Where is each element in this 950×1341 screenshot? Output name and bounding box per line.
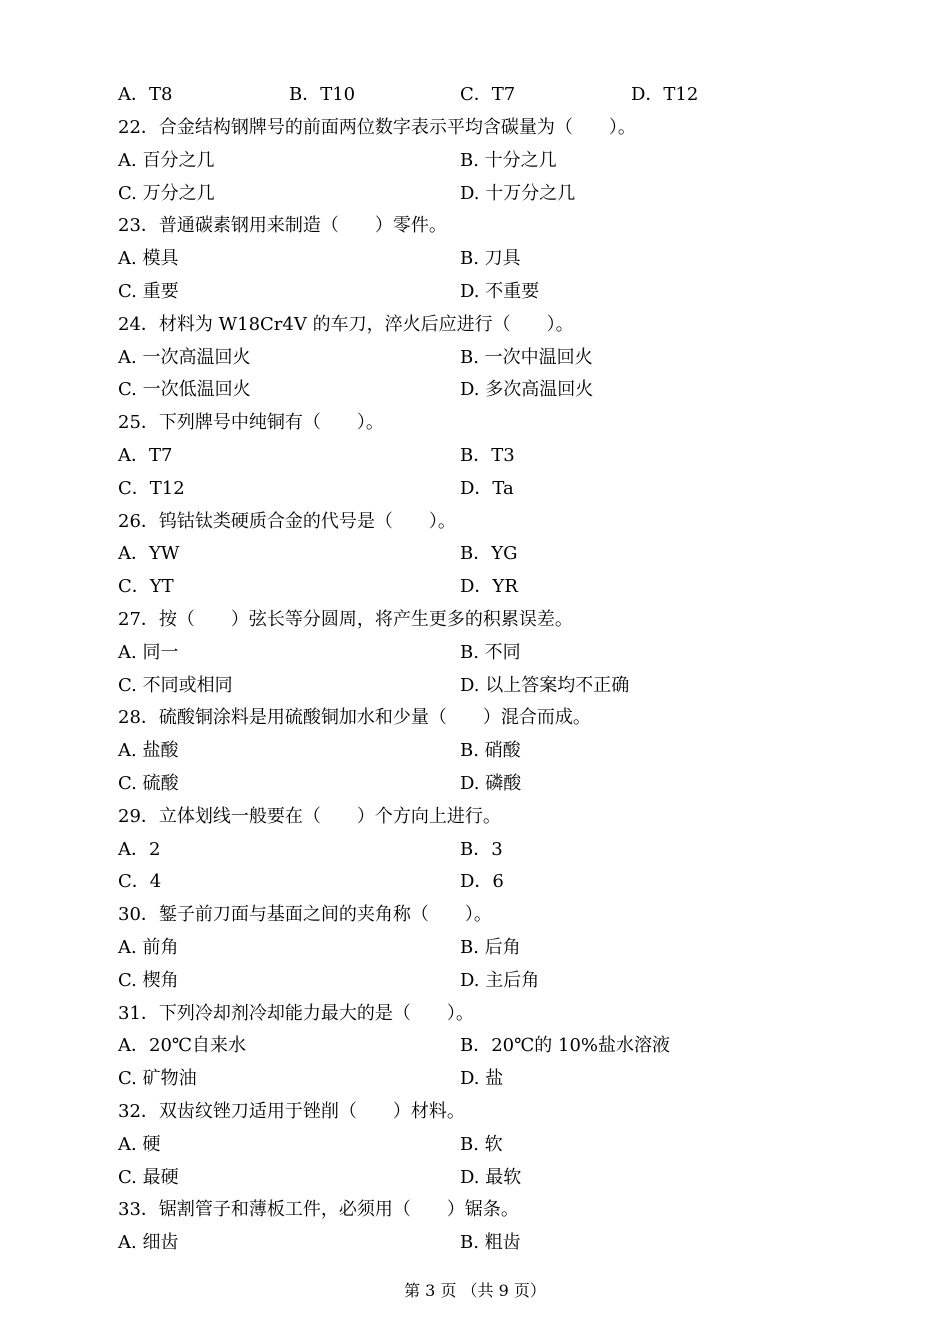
option-a: A．T7 (118, 445, 173, 466)
option-a: A．2 (118, 838, 161, 860)
options-row (118, 247, 798, 271)
option-b: B. 不同 (460, 641, 521, 663)
option-a: A．YW (118, 543, 180, 565)
question-stem: 24．材料为 W18Cr4V 的车刀，淬火后应进行（ ）。 (118, 313, 574, 335)
options-row (118, 969, 798, 993)
option-a: A. 前角 (118, 937, 179, 958)
options-row (118, 838, 798, 862)
options-row (118, 1231, 798, 1255)
options-row (118, 936, 798, 960)
options-row (118, 346, 798, 370)
option-b: B. 一次中温回火 (460, 346, 593, 368)
options-row (118, 477, 798, 501)
option-c: C. 硫酸 (118, 773, 179, 794)
options-row (118, 772, 798, 796)
option-d: D. 不重要 (460, 281, 540, 302)
option-c: C. 万分之几 (118, 182, 215, 204)
options-row (118, 1034, 798, 1058)
options-row (118, 182, 798, 206)
options-row (118, 280, 798, 304)
question-stem: 27．按（ ）弦长等分圆周，将产生更多的积累误差。 (118, 609, 573, 630)
question-stem: 25．下列牌号中纯铜有（ ）。 (118, 412, 384, 434)
option-c: C．T12 (118, 477, 185, 499)
option-a: A. 模具 (118, 248, 179, 270)
option-d: D. 最软 (460, 1166, 522, 1188)
question-stem: 33．锯割管子和薄板工件，必须用（ ）锯条。 (118, 1199, 519, 1221)
question-stem: 30．錾子前刀面与基面之间的夹角称（ ）。 (118, 904, 492, 926)
options-row (118, 444, 798, 468)
options-row (118, 575, 798, 599)
option-d: D. 主后角 (460, 969, 540, 991)
option-b: B．T3 (460, 445, 515, 466)
options-row (118, 674, 798, 698)
option-d: D. 十万分之几 (460, 182, 576, 204)
option-c: C. 楔角 (118, 969, 179, 991)
option-a: A．20℃自来水 (118, 1035, 247, 1057)
option-c: C. 不同或相同 (118, 674, 233, 696)
option-b: B. 十分之几 (460, 149, 557, 171)
question-stem: 22．合金结构钢牌号的前面两位数字表示平均含碳量为（ ）。 (118, 117, 636, 138)
page-footer: 第 3 页 （共 9 页） (404, 1281, 546, 1300)
option-d: D．6 (460, 871, 504, 893)
option-d: D．YR (460, 576, 518, 598)
options-row (118, 378, 798, 402)
option-d: D. 盐 (460, 1068, 504, 1090)
option-b: B．YG (460, 543, 518, 565)
option-a: A. 硬 (118, 1133, 161, 1155)
question-stem: 26．钨钴钛类硬质合金的代号是（ ）。 (118, 510, 456, 532)
options-row-first (118, 83, 798, 107)
option-a: A. 细齿 (118, 1232, 179, 1254)
option-a: A. 同一 (118, 641, 179, 663)
question-stem: 29．立体划线一般要在（ ）个方向上进行。 (118, 805, 501, 827)
question-stem: 32．双齿纹锉刀适用于锉削（ ）材料。 (118, 1101, 465, 1122)
option-a: A. 盐酸 (118, 740, 179, 762)
option-b: B．T10 (289, 84, 356, 105)
option-d: D. 多次高温回火 (460, 379, 594, 401)
options-row (118, 739, 798, 763)
option-b: B. 刀具 (460, 248, 521, 270)
option-b: B．3 (460, 838, 503, 860)
option-b: B. 后角 (460, 937, 521, 958)
option-b: B．20℃的 10%盐水溶液 (460, 1035, 670, 1057)
option-b: B. 软 (460, 1133, 503, 1155)
options-row (118, 542, 798, 566)
option-c: C. 重要 (118, 281, 179, 302)
options-row (118, 870, 798, 894)
option-c: C．4 (118, 871, 162, 893)
option-a: A. 百分之几 (118, 149, 215, 171)
option-b: B. 硝酸 (460, 740, 521, 762)
option-d: D．T12 (631, 84, 699, 105)
options-row (118, 149, 798, 173)
option-d: D. 磷酸 (460, 773, 522, 794)
option-a: A. 一次高温回火 (118, 346, 251, 368)
options-row (118, 641, 798, 665)
option-c: C. 最硬 (118, 1166, 179, 1188)
options-row (118, 1067, 798, 1091)
option-d: D．Ta (460, 477, 514, 499)
option-d: D. 以上答案均不正确 (460, 674, 630, 696)
question-stem: 23．普通碳素钢用来制造（ ）零件。 (118, 215, 447, 237)
option-c: C. 矿物油 (118, 1068, 197, 1090)
question-stem: 28．硫酸铜涂料是用硫酸铜加水和少量（ ）混合而成。 (118, 707, 591, 729)
option-c: C．YT (118, 576, 174, 598)
options-row (118, 1166, 798, 1190)
options-row (118, 1133, 798, 1157)
option-c: C. 一次低温回火 (118, 379, 251, 401)
option-c: C．T7 (460, 84, 516, 105)
question-stem: 31．下列冷却剂冷却能力最大的是（ ）。 (118, 1002, 474, 1024)
option-a: A．T8 (118, 84, 173, 105)
option-b: B. 粗齿 (460, 1232, 521, 1254)
